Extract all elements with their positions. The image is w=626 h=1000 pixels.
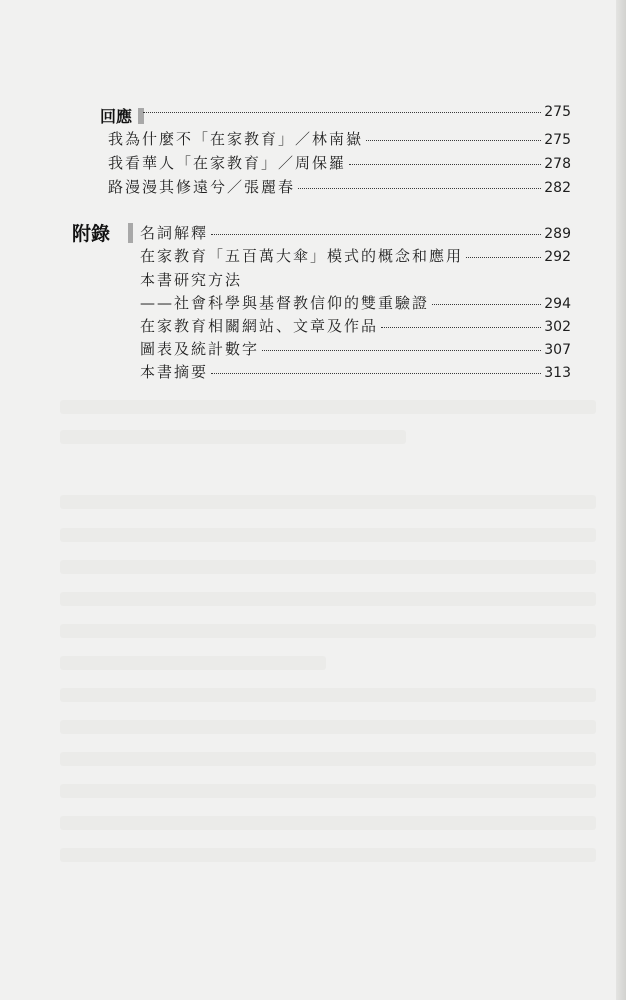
page-number: 302 xyxy=(544,319,571,335)
leader-dots xyxy=(211,373,541,374)
toc-entry[interactable] xyxy=(140,104,571,120)
leader-dots xyxy=(349,164,541,165)
toc-entry[interactable] xyxy=(140,222,571,243)
page-number: 282 xyxy=(544,180,571,196)
entry-title: 在家教育相關網站、文章及作品 xyxy=(140,317,379,335)
page-number: 278 xyxy=(544,156,571,172)
toc-entry[interactable] xyxy=(140,338,571,359)
entry-title: 在家教育「五百萬大傘」模式的概念和應用 xyxy=(140,247,464,265)
toc-entry[interactable] xyxy=(140,292,571,313)
toc-entry[interactable] xyxy=(140,245,571,266)
entry-title: 路漫漫其修遠兮／張麗春 xyxy=(108,178,296,196)
section-heading-appendix: 附錄 xyxy=(72,219,133,246)
page-number: 289 xyxy=(544,226,571,242)
leader-dots xyxy=(381,327,541,328)
toc-entry[interactable] xyxy=(108,152,571,173)
page-number: 313 xyxy=(544,365,571,381)
leader-dots xyxy=(466,257,541,258)
page-number: 307 xyxy=(544,342,571,358)
leader-dots xyxy=(211,234,541,235)
toc-entry[interactable] xyxy=(140,315,571,336)
section-marker-bar xyxy=(128,223,133,243)
entry-title: 我為什麼不「在家教育」／林南嶽 xyxy=(108,130,364,148)
entry-title: 圖表及統計數字 xyxy=(140,340,260,358)
page-number: 275 xyxy=(544,104,571,120)
entry-subtitle: ——社會科學與基督教信仰的雙重驗證 xyxy=(140,294,430,312)
entry-title: 名詞解釋 xyxy=(140,224,209,242)
section-heading-response: 回應 xyxy=(100,104,144,127)
entry-title: 我看華人「在家教育」／周保羅 xyxy=(108,154,347,172)
leader-dots xyxy=(366,140,541,141)
leader-dots xyxy=(298,188,541,189)
toc-entry[interactable] xyxy=(108,128,571,149)
entry-title: 本書摘要 xyxy=(140,363,209,381)
page-number: 292 xyxy=(544,249,571,265)
entry-title[interactable]: 本書研究方法 xyxy=(140,271,243,289)
page-number: 294 xyxy=(544,296,571,312)
page-edge xyxy=(616,0,626,1000)
leader-dots xyxy=(432,304,541,305)
toc-entry[interactable] xyxy=(108,176,571,197)
toc-entry[interactable] xyxy=(140,361,571,382)
page-number: 275 xyxy=(544,132,571,148)
leader-dots xyxy=(262,350,541,351)
leader-dots xyxy=(143,112,541,113)
